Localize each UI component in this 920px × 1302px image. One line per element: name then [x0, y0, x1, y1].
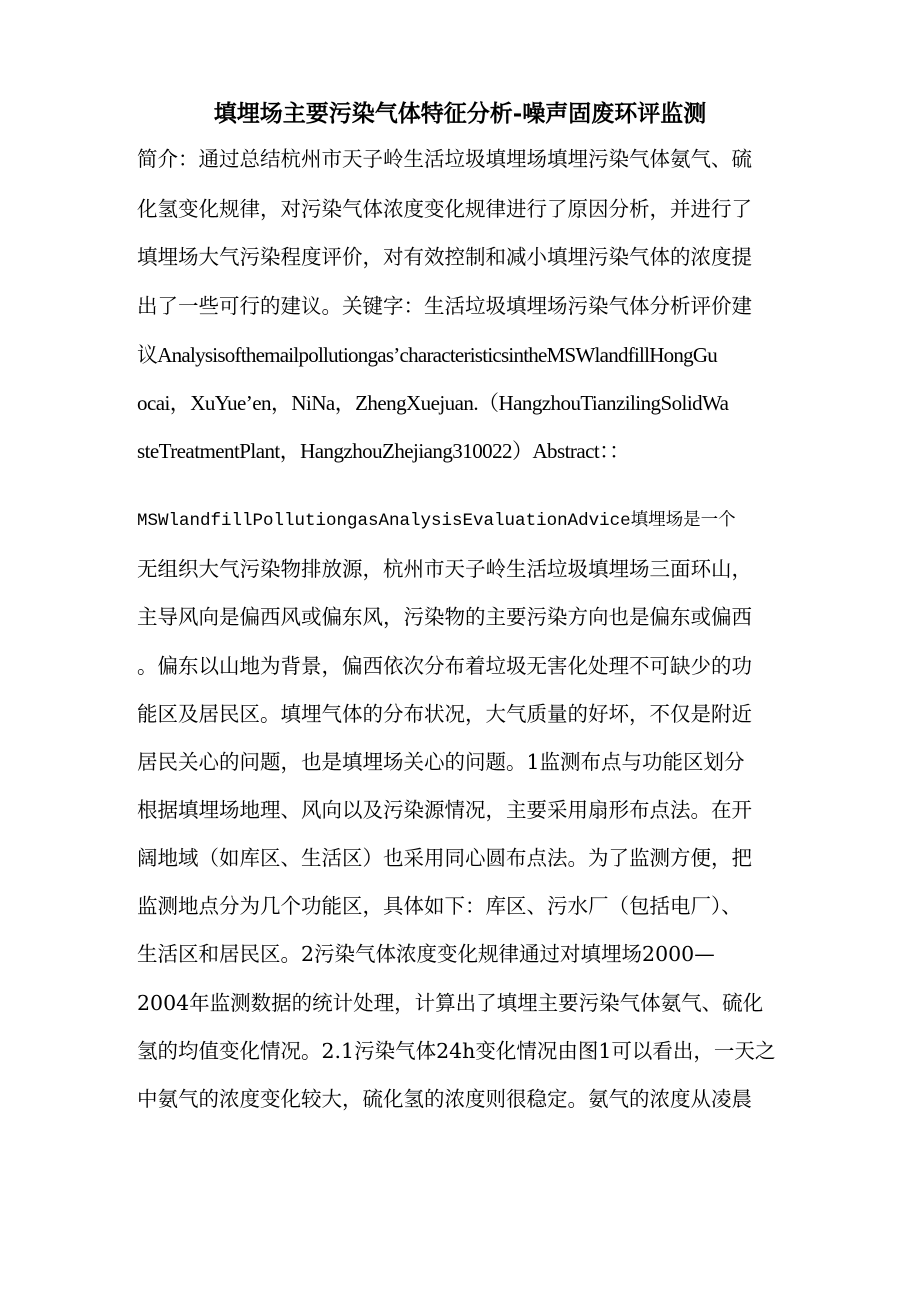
text-line-14: 根据填埋场地理、风向以及污染源情况，主要采用扇形布点法。在开 — [137, 798, 752, 822]
text-line-4: 出了一些可行的建议。关键字：生活垃圾填埋场污染气体分析评价建 — [137, 294, 752, 318]
text-line-15: 阔地域（如库区、生活区）也采用同心圆布点法。为了监测方便，把 — [137, 846, 752, 870]
text-line-10: 主导风向是偏西风或偏东风，污染物的主要污染方向也是偏东或偏西 — [137, 605, 752, 629]
text-line-6: ocai，XuYue’en，NiNa，ZhengXuejuan.（HangzhouTianzilingSolidWa — [137, 391, 729, 415]
text-line-5: 议Analysisofthemailpollutiongas’characteristicsintheMSWlandfillHongGu — [137, 343, 718, 367]
text-line-12: 能区及居民区。填埋气体的分布状况，大气质量的好坏，不仅是附近 — [137, 702, 752, 726]
text-line-3: 填埋场大气污染程度评价，对有效控制和减小填埋污染气体的浓度提 — [137, 245, 752, 269]
text-line-9: 无组织大气污染物排放源，杭州市天子岭生活垃圾填埋场三面环山， — [137, 557, 752, 581]
text-line-8: MSWlandfillPollutiongasAnalysisEvaluationAdvice填埋场是一个 — [137, 511, 736, 531]
text-line-7: steTreatmentPlant，HangzhouZhejiang310022）Abstract：： — [137, 439, 630, 463]
text-line-17: 生活区和居民区。2污染气体浓度变化规律通过对填埋场2000— — [137, 942, 715, 966]
text-line-13: 居民关心的问题，也是填埋场关心的问题。1监测布点与功能区划分 — [137, 750, 745, 774]
text-line-18: 2004年监测数据的统计处理，计算出了填埋主要污染气体氨气、硫化 — [137, 991, 764, 1015]
text-line-19: 氢的均值变化情况。2.1污染气体24h变化情况由图1可以看出，一天之 — [137, 1039, 776, 1063]
document-title: 填埋场主要污染气体特征分析-噪声固废环评监测 — [213, 100, 707, 127]
text-line-20: 中氨气的浓度变化较大，硫化氢的浓度则很稳定。氨气的浓度从凌晨 — [137, 1087, 752, 1111]
text-line-1: 简介：通过总结杭州市天子岭生活垃圾填埋场填埋污染气体氨气、硫 — [137, 147, 752, 171]
text-line-16: 监测地点分为几个功能区，具体如下：库区、污水厂（包括电厂）、 — [137, 894, 742, 918]
text-line-11: 。偏东以山地为背景，偏西依次分布着垃圾无害化处理不可缺少的功 — [137, 654, 752, 678]
text-line-2: 化氢变化规律，对污染气体浓度变化规律进行了原因分析，并进行了 — [137, 197, 752, 221]
